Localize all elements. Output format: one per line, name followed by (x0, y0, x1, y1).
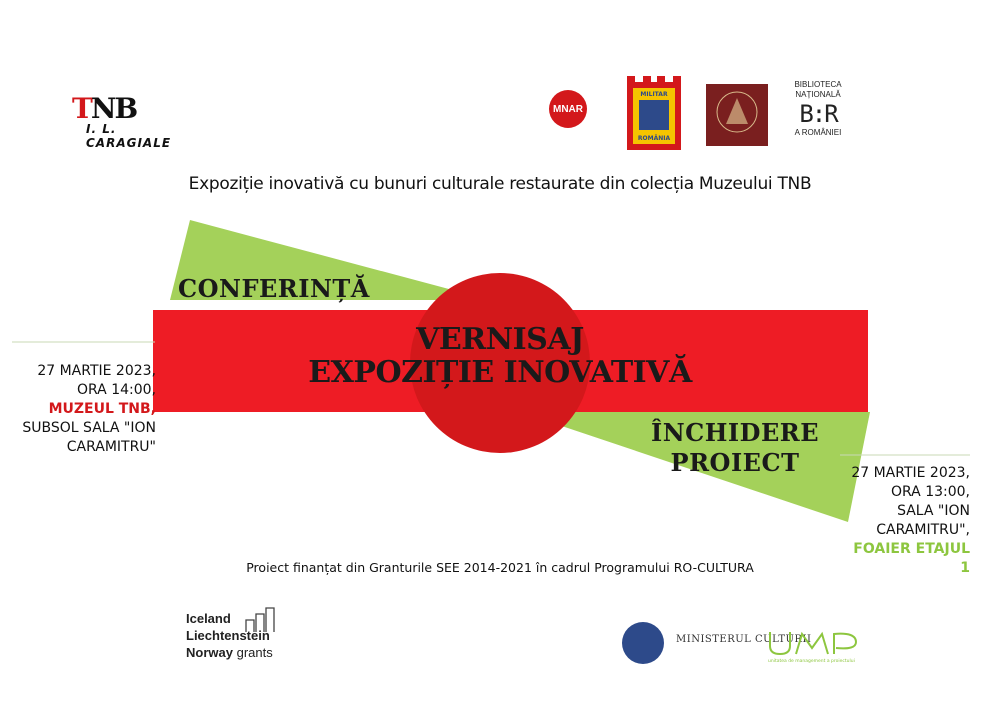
right-event-place: FOAIER ETAJUL 1 (853, 541, 970, 576)
ministry-label: MINISTERUL CULTURII (676, 634, 812, 645)
ministry-crest-logo (622, 622, 664, 664)
closing-label: ÎNCHIDERE PROIECT (650, 418, 819, 477)
eea-grants-logo: Iceland Liechtenstein Norway grants (186, 611, 273, 660)
vernisaj-title (250, 323, 750, 389)
tnb-logo-subtitle: I. L. CARAGIALE (86, 122, 172, 150)
right-event-time: ORA 13:00, (890, 484, 970, 500)
vernisaj-line: VERNISAJ (416, 322, 584, 357)
svg-text:ROMÂNIA: ROMÂNIA (637, 135, 671, 142)
svg-text:MILITAR: MILITAR (640, 91, 668, 98)
tnb-logo-mark: TNB (72, 92, 137, 125)
biblioteca-nationala-logo: BIBLIOTECA NAȚIONALĂ B:R A ROMÂNIEI (794, 80, 842, 137)
muzeul-militar-logo (625, 74, 683, 152)
page-title: Expoziție inovativă cu bunuri culturale restaurate din colecția Muzeului TNB (188, 174, 812, 194)
right-event-date: 27 MARTIE 2023, (851, 465, 970, 481)
expozitie-line: EXPOZIȚIE INOVATIVĂ (308, 355, 692, 390)
ump-logo (766, 624, 866, 664)
left-event-room-2: CARAMITRU" (66, 439, 156, 455)
library-crest-logo (706, 84, 768, 146)
left-event-info (10, 362, 156, 457)
grants-icon (244, 606, 282, 634)
left-event-date: 27 MARTIE 2023, (37, 363, 156, 379)
funding-note: Proiect finanțat din Granturile SEE 2014-2021 în cadrul Programului RO-CULTURA (246, 560, 754, 575)
tnb-logo (72, 92, 192, 150)
right-event-room-2: CARAMITRU", (876, 522, 970, 538)
conference-label: CONFERINȚĂ (178, 274, 370, 303)
svg-text:unitatea de management a proie: unitatea de management a proiectului (768, 659, 855, 664)
left-event-time: ORA 14:00, (76, 382, 156, 398)
right-event-room-1: SALA "ION (897, 503, 970, 519)
left-event-room-1: SUBSOL SALA "ION (22, 420, 156, 436)
mnar-logo: MNAR (549, 90, 587, 128)
left-event-place: MUZEUL TNB, (48, 401, 156, 417)
